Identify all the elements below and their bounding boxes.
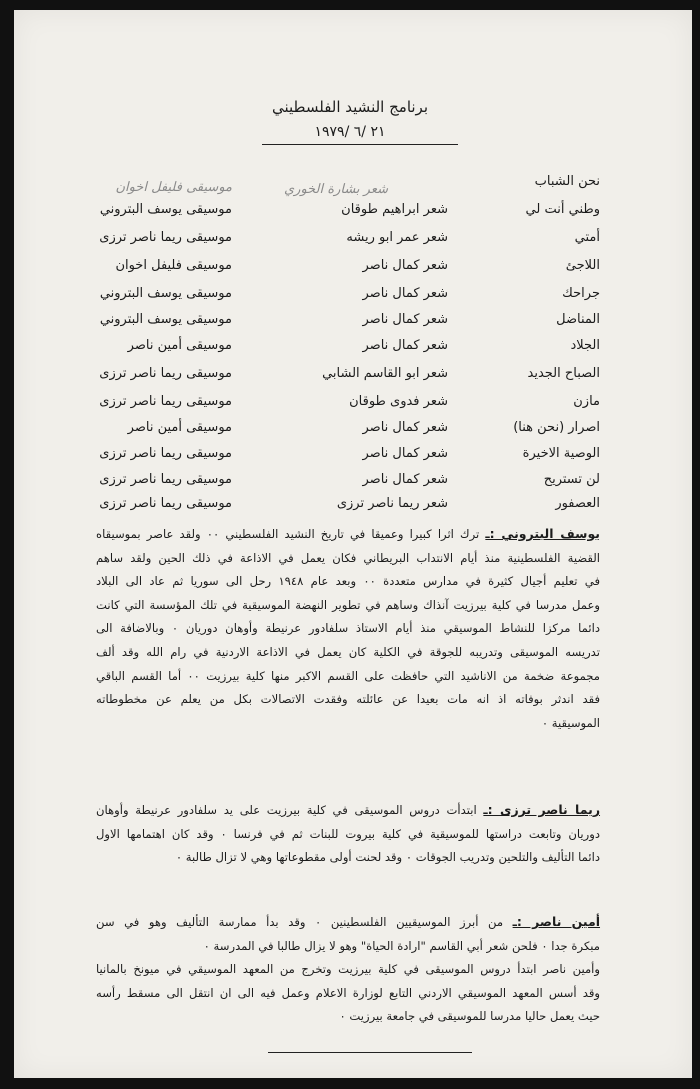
song-row [0, 258, 700, 282]
song-row [0, 366, 700, 390]
bio-line: وقد أسس المعهد الموسيقي الاردني التابع لوزارة الاعلام وعمل فيه الى ان انتقل الى مسقط رأسه [96, 985, 600, 1000]
song-music: موسيقى أمين ناصر [127, 338, 232, 353]
bio-name: أمين ناصر :ـ [512, 914, 601, 929]
song-title: الوصية الاخيرة [522, 446, 600, 461]
song-poet: شعر كمال ناصر [362, 312, 448, 327]
song-title: العصفور [555, 496, 600, 511]
bio-line: من أبرز الموسيقيين الفلسطينين ٠ وقد بدأ ممارسة التأليف وهو في سن [96, 915, 504, 929]
song-music: موسيقى ريما ناصر ترزى [99, 472, 232, 487]
song-poet: شعر فدوى طوقان [349, 394, 448, 409]
title-underline [262, 144, 458, 145]
song-row [0, 472, 700, 496]
song-music: موسيقى ريما ناصر ترزى [99, 496, 232, 511]
song-music: موسيقى أمين ناصر [127, 420, 232, 435]
song-title: المناضل [556, 312, 600, 327]
bio-line: ترك اثرا كبيرا وعميقا في تاريخ النشيد الفلسطيني ٠٠ ولقد عاصر بموسيقاه [96, 527, 480, 541]
bio-name: يوسف البتروني :ـ [485, 526, 601, 541]
bio-line: وأمين ناصر ابتدأ دروس الموسيقى في كلية بيرزيت وتخرج من المعهد الموسيقي في ميونخ بالمانيا [96, 962, 600, 977]
bio-line: حيث يعمل حاليا مدرسا للموسيقى في جامعة بيرزيت ٠ [339, 1009, 600, 1024]
song-title: الصباح الجديد [527, 366, 600, 381]
program-date: ٢١ /٦ /١٩٧٩ [314, 124, 386, 140]
bio-line: دائما مركزا للنشاط الموسيقي منذ أيام الاستاذ سلفادور عرنيطة وأوهان دوريان ٠ وبالاضافة الى [96, 621, 601, 636]
bio-ameen-nasser [96, 910, 600, 1029]
song-title: لن تستريح [543, 472, 600, 487]
song-poet: شعر ريما ناصر ترزى [336, 496, 448, 511]
song-row [0, 338, 700, 362]
song-music: موسيقى ريما ناصر ترزى [99, 394, 232, 409]
song-row [0, 202, 700, 226]
song-music: موسيقى يوسف البتروني [99, 286, 232, 301]
handwritten-poet-note: شعر بشارة الخوري [284, 182, 388, 197]
song-music: موسيقى فليفل اخوان [115, 258, 232, 273]
song-row [0, 286, 700, 310]
song-row [0, 394, 700, 418]
song-title: نحن الشباب [534, 174, 600, 189]
bio-name: ريما ناصر ترزى :ـ [483, 802, 601, 817]
bio-line: القضية الفلسطينية منذ أيام الانتداب البريطاني فكان يعمل في الاذاعة في ذلك الحين ولقد ساهم [96, 550, 600, 565]
song-poet: شعر عمر ابو ريشه [346, 230, 448, 245]
song-title: جراحك [562, 286, 600, 301]
song-row [0, 174, 700, 198]
song-title: اصرار (نحن هنا) [513, 420, 600, 435]
bio-line: دائما التأليف والتلحين وتدريب الجوقات ٠ وقد لحنت أولى مقطوعاتها وهي لا تزال طالبة ٠ [175, 850, 600, 865]
song-poet: شعر كمال ناصر [362, 286, 448, 301]
bio-yousef-albatrouni [96, 522, 600, 735]
bio-line: وعمل مدرسا في كلية بيرزيت آنذاك وساهم في تطوير النهضة الموسيقية في تلك المؤسسة التي كانت [96, 597, 600, 612]
song-poet: شعر كمال ناصر [362, 420, 448, 435]
song-music: موسيقى ريما ناصر ترزى [99, 446, 232, 461]
song-row [0, 446, 700, 470]
song-poet: شعر كمال ناصر [362, 472, 448, 487]
song-row [0, 420, 700, 444]
song-row [0, 312, 700, 336]
bio-line: دوريان وتابعت دراستها للموسيقية في كلية بيروت للبنات ثم في فرنسا ٠ وقد كان اهتمامها الاول [96, 826, 600, 841]
song-poet: شعر ابو القاسم الشابي [322, 366, 448, 381]
bio-line: مجموعة ضخمة من الاناشيد التي حافظت على القسم الاكبر منها كلية بيرزيت ٠٠ أما القسم الباقي [96, 668, 601, 683]
song-row [0, 230, 700, 254]
song-poet: شعر كمال ناصر [362, 338, 448, 353]
song-title: وطني أنت لي [525, 202, 600, 217]
program-title: برنامج النشيد الفلسطيني [271, 98, 429, 116]
bio-line: فقد اندثر بوفاته اذ انه مات بعيدا عن عائلته وفقدت الاتصالات بكل من يعلم عن مخطوطاته [96, 692, 600, 707]
song-music: موسيقى يوسف البتروني [99, 312, 232, 327]
song-poet: شعر كمال ناصر [362, 258, 448, 273]
bio-line: مبكرة جدا ٠ فلحن شعر أبي القاسم "ارادة الحياة" وهو لا يزال طالبا في المدرسة ٠ [203, 938, 600, 953]
closing-rule [268, 1052, 472, 1053]
song-title: اللاجئ [565, 258, 600, 273]
song-music: موسيقى ريما ناصر ترزى [99, 366, 232, 381]
song-title: الجلاد [570, 338, 600, 353]
bio-line: تدريسه الموسيقى وتدريبه للجوقة في الكلية كان يعمل في الاذاعة الاردنية في رام الله وقد ألف [96, 644, 600, 659]
song-row [0, 496, 700, 520]
bio-line: ابتدأت دروس الموسيقى في كلية بيرزيت على يد سلفادور عرنيطة وأوهان [96, 803, 477, 817]
song-music: موسيقى ريما ناصر ترزى [99, 230, 232, 245]
song-poet: شعر كمال ناصر [362, 446, 448, 461]
song-title: أمتي [574, 230, 600, 245]
song-title: مازن [573, 394, 600, 409]
song-poet: شعر ابراهيم طوقان [341, 202, 448, 217]
handwritten-music-note: موسيقى فليفل اخوان [115, 180, 232, 195]
bio-line: الموسيقية ٠ [541, 715, 600, 730]
bio-line: في تعليم أجيال كثيرة في مدارس متعددة ٠٠ وبعد عام ١٩٤٨ رحل الى سوريا ثم عاد الى البلاد [96, 574, 600, 589]
song-music: موسيقى يوسف البتروني [99, 202, 232, 217]
bio-reema-nasser-tarazi [96, 798, 600, 870]
